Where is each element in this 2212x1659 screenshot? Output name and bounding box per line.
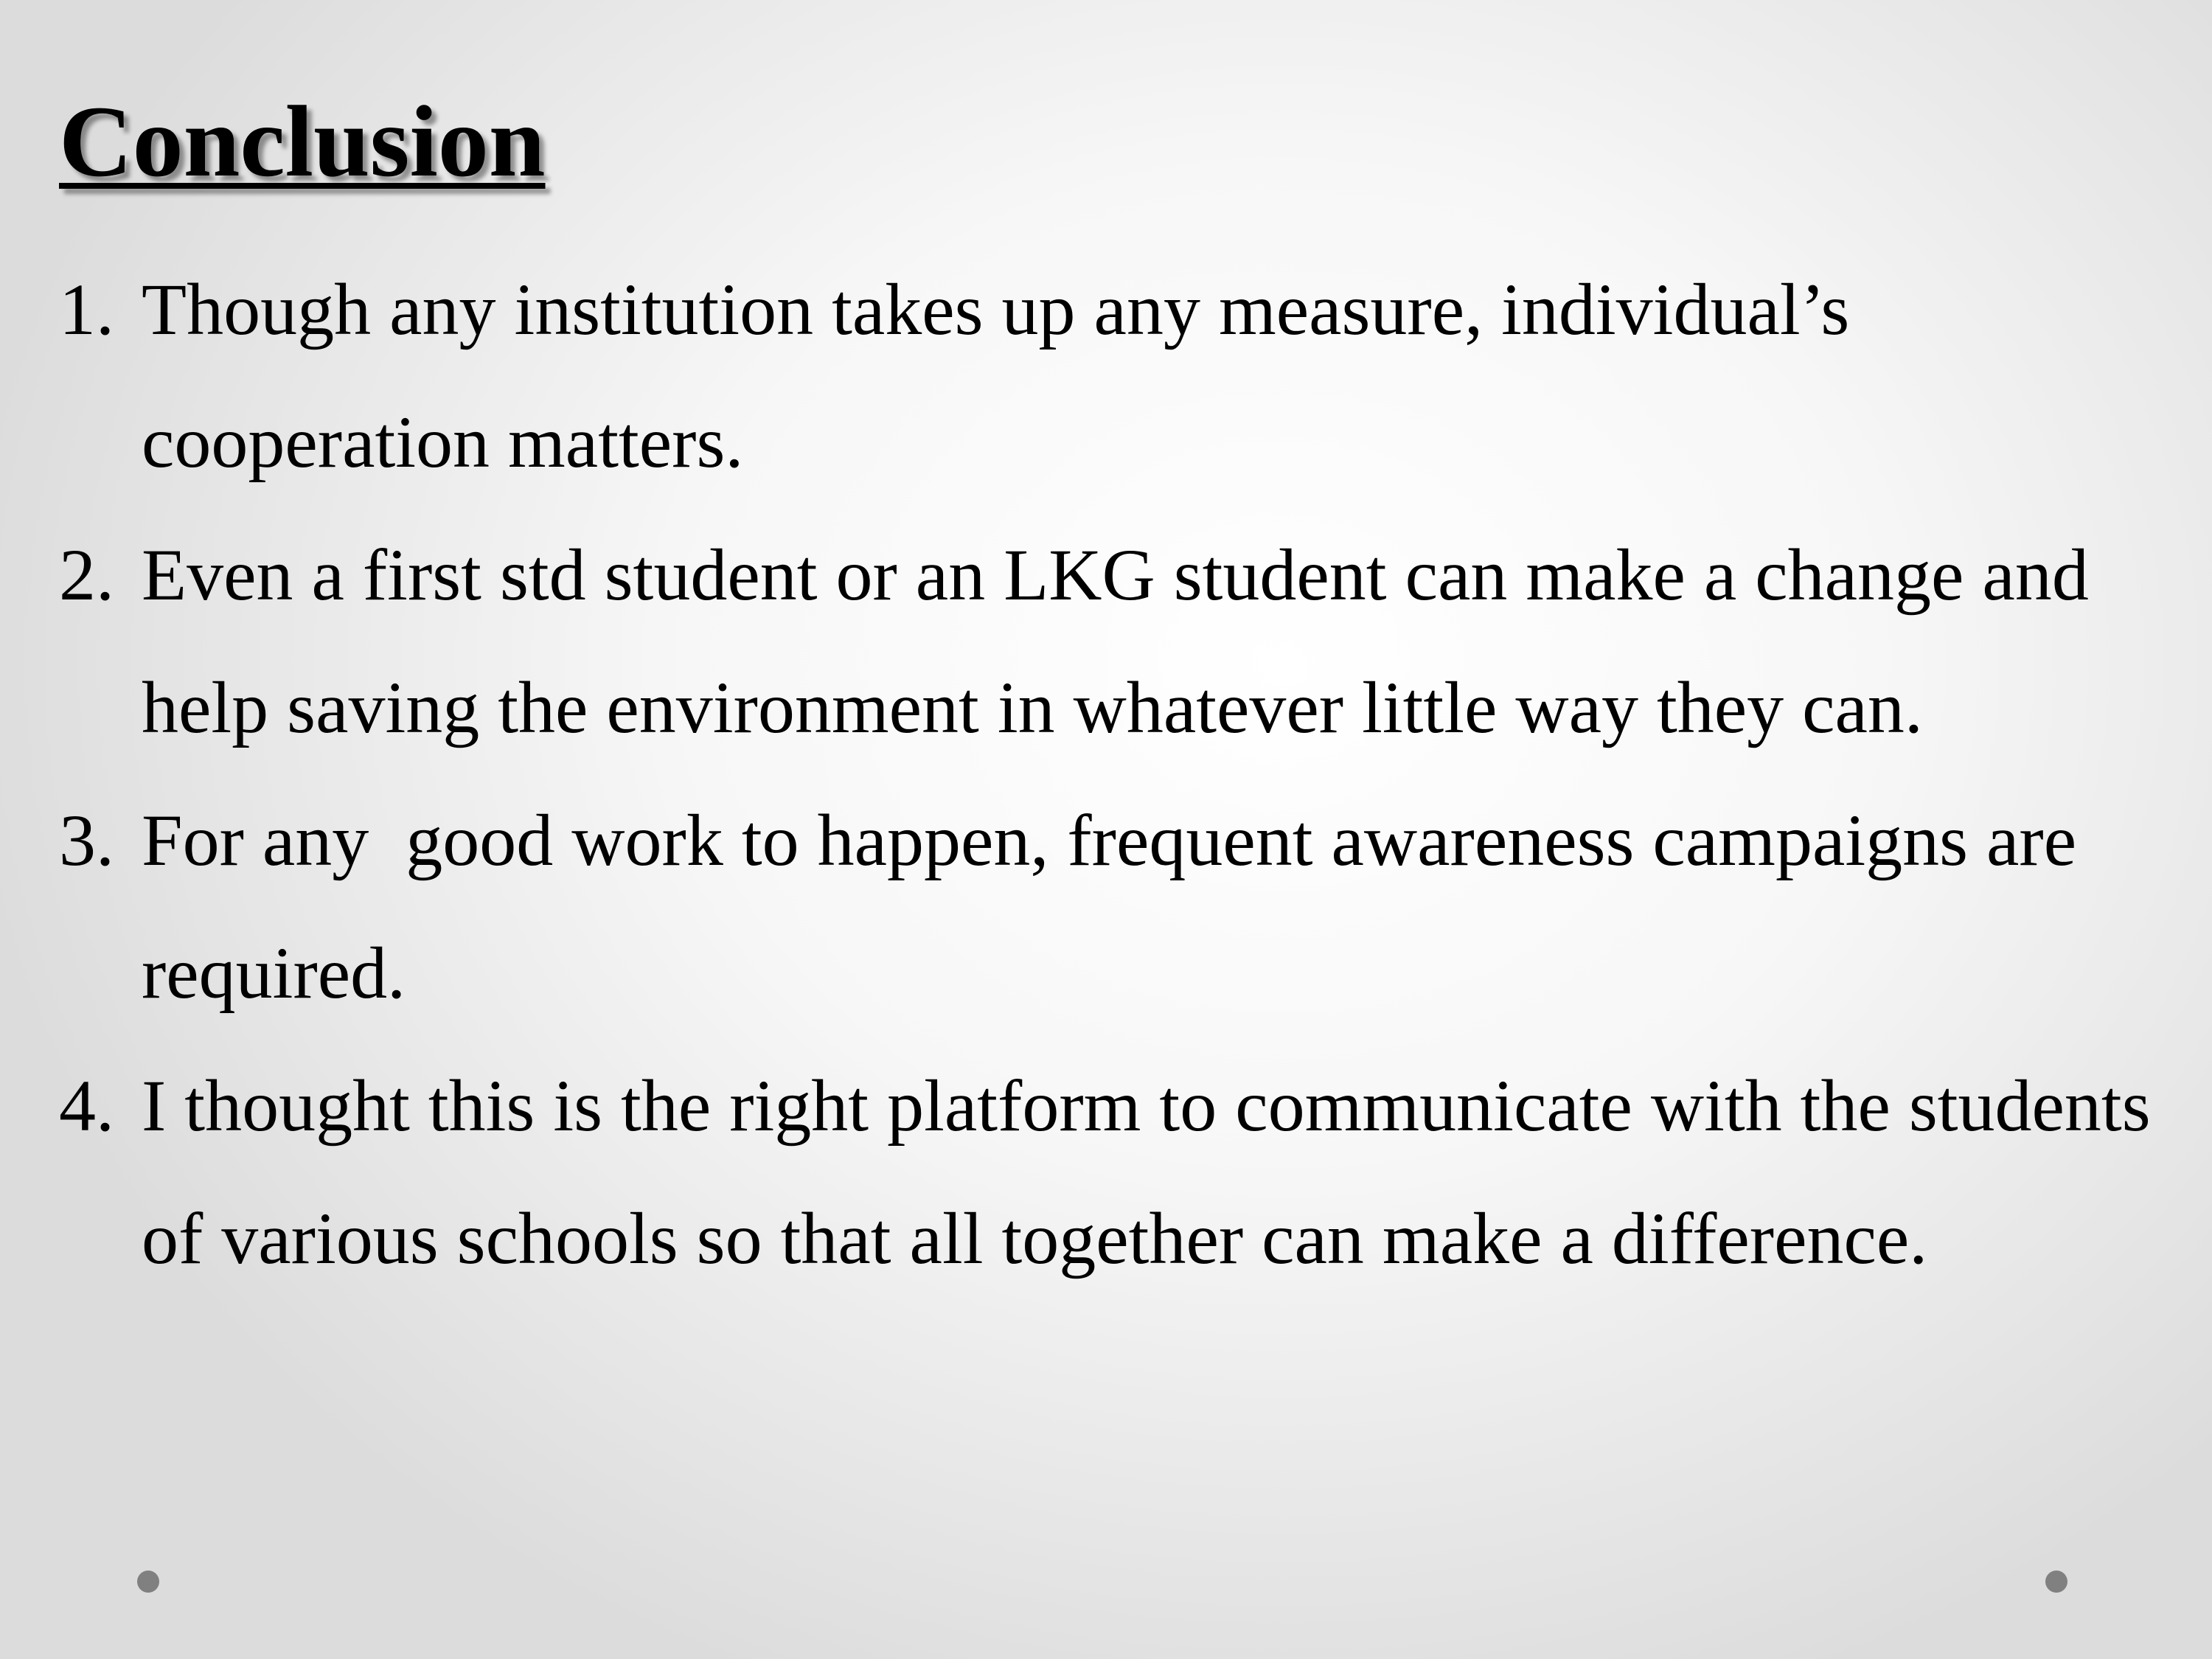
list-item-number: 2.: [59, 534, 114, 616]
list-item: [59, 509, 2168, 774]
slide-title: Conclusion: [59, 85, 546, 198]
list-item-text: Though any institution takes up any measure, individual’s cooperation matters.: [142, 268, 1868, 483]
conclusion-list: [59, 243, 2168, 1305]
list-item-text: Even a first std student or an LKG student can make a change and help saving the environment in whatever little way they can.: [142, 534, 2107, 748]
list-item-number: 1.: [59, 268, 114, 350]
list-item-text: For any good work to happen, frequent awareness campaigns are required.: [142, 799, 2096, 1014]
list-item: [59, 774, 2168, 1040]
list-item-number: 4.: [59, 1065, 114, 1147]
list-item-number: 3.: [59, 799, 114, 881]
list-item: [59, 243, 2168, 509]
list-item-text: I thought this is the right platform to communicate with the students of various schools so that all together can make a difference.: [142, 1065, 2169, 1279]
decorative-dot-left: [137, 1571, 159, 1593]
decorative-dot-right: [2045, 1571, 2067, 1593]
list-item: [59, 1040, 2168, 1305]
